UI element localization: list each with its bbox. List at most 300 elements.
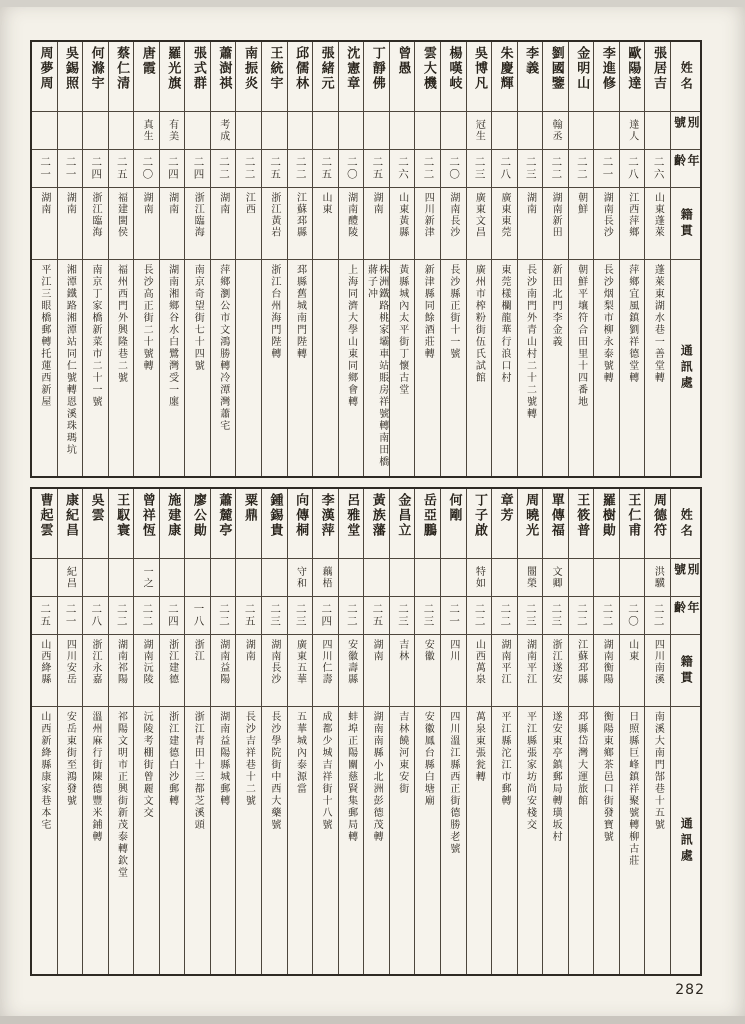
person-column xyxy=(82,489,108,974)
person-name-text: 蔡仁清 xyxy=(114,46,130,91)
person-origin xyxy=(390,188,415,260)
person-address xyxy=(390,707,415,974)
person-age xyxy=(109,150,134,188)
person-age-text: 二二 xyxy=(218,603,231,628)
person-name xyxy=(492,489,517,559)
person-name-text: 蕭麓亭 xyxy=(216,493,232,538)
person-name xyxy=(415,489,440,559)
person-column xyxy=(619,42,645,476)
person-name-text: 李漢萍 xyxy=(318,493,334,538)
person-origin xyxy=(160,188,185,260)
person-alias xyxy=(83,112,108,150)
person-alias-text: 一之 xyxy=(141,566,153,589)
person-age xyxy=(645,597,670,635)
person-age-text: 二二 xyxy=(115,603,128,628)
person-origin xyxy=(467,188,492,260)
person-alias xyxy=(185,559,210,597)
person-origin-text: 四川 xyxy=(447,639,459,662)
person-name xyxy=(288,42,313,112)
person-address xyxy=(262,260,287,476)
person-column xyxy=(312,489,338,974)
person-age-text: 二五 xyxy=(115,156,128,181)
person-origin xyxy=(543,188,568,260)
person-address xyxy=(569,707,594,974)
person-alias xyxy=(211,559,236,597)
person-age xyxy=(236,597,261,635)
person-name xyxy=(415,42,440,112)
person-age-text: 二五 xyxy=(39,603,52,628)
person-origin-text: 湖南沅陵 xyxy=(141,639,153,685)
person-alias xyxy=(109,112,134,150)
person-column xyxy=(32,489,57,974)
person-address xyxy=(185,707,210,974)
person-origin-text: 湖南 xyxy=(166,192,178,215)
person-name-text: 王馭寰 xyxy=(114,493,130,538)
person-address-text: 上海同濟大學山東同鄉會轉 xyxy=(345,264,357,408)
person-age-text: 二一 xyxy=(64,156,77,181)
person-origin xyxy=(313,188,338,260)
person-address xyxy=(32,260,57,476)
person-address-text: 浙江建德白沙郵轉 xyxy=(166,711,178,807)
person-column xyxy=(542,489,568,974)
column-header xyxy=(671,188,700,260)
header-column xyxy=(670,489,700,974)
person-age-text: 二〇 xyxy=(345,156,358,181)
person-origin-text: 四川仁壽 xyxy=(320,639,331,685)
person-alias-text: 守和 xyxy=(294,566,306,589)
person-age-text: 二二 xyxy=(294,156,307,181)
person-age-text: 二二 xyxy=(422,156,435,181)
person-origin-text: 廣東五華 xyxy=(294,639,306,685)
person-origin xyxy=(415,635,440,707)
person-address xyxy=(211,707,236,974)
column-header-text: 別號 xyxy=(672,563,700,579)
person-alias xyxy=(645,112,670,150)
person-origin xyxy=(518,635,543,707)
person-origin-text: 湖南長沙 xyxy=(268,639,280,685)
person-address xyxy=(390,260,415,476)
person-origin xyxy=(32,635,57,707)
person-alias xyxy=(236,559,261,597)
person-origin-text: 山西萬泉 xyxy=(473,639,485,685)
person-name-text: 何滌宇 xyxy=(88,46,104,91)
person-alias xyxy=(594,112,619,150)
person-address xyxy=(518,260,543,476)
person-origin xyxy=(518,188,543,260)
header-column xyxy=(670,42,700,476)
column-header xyxy=(671,489,700,559)
person-column xyxy=(338,489,364,974)
person-column xyxy=(108,42,134,476)
person-origin xyxy=(569,188,594,260)
person-address xyxy=(262,707,287,974)
person-address xyxy=(364,260,389,476)
person-origin-text: 福建閩侯 xyxy=(115,192,127,238)
person-address-text: 新津縣同餘酒莊轉 xyxy=(422,264,434,360)
person-address xyxy=(339,260,364,476)
person-origin-text: 山東 xyxy=(626,639,638,662)
person-age-text: 二六 xyxy=(396,156,409,181)
person-name-text: 施建康 xyxy=(165,493,181,538)
person-address-text: 南溪大南門郜巷十五號 xyxy=(652,711,664,831)
person-name xyxy=(620,489,645,559)
person-name-text: 羅樹勛 xyxy=(599,493,615,538)
person-origin-text: 山東黃縣 xyxy=(396,192,408,238)
person-address xyxy=(313,707,338,974)
person-age xyxy=(134,597,159,635)
person-name-text: 單傳福 xyxy=(548,493,564,538)
column-header-text: 年齡 xyxy=(672,154,700,170)
person-address xyxy=(569,260,594,476)
person-address xyxy=(211,260,236,476)
person-alias xyxy=(313,112,338,150)
person-age xyxy=(492,150,517,188)
person-age xyxy=(58,150,83,188)
person-name-text: 章芳 xyxy=(497,493,513,523)
person-address-text: 四川溫江縣西正街德勝老號 xyxy=(447,711,459,855)
person-origin xyxy=(236,188,261,260)
person-name-text: 金明山 xyxy=(574,46,590,91)
person-age xyxy=(58,597,83,635)
person-alias xyxy=(620,559,645,597)
person-address xyxy=(339,707,364,974)
person-address xyxy=(236,260,261,476)
person-origin-text: 山西絳縣 xyxy=(38,639,50,685)
person-name xyxy=(83,489,108,559)
person-age-text: 二三 xyxy=(422,603,435,628)
person-alias-text: 冠生 xyxy=(473,119,485,142)
person-name xyxy=(262,42,287,112)
person-column xyxy=(184,489,210,974)
person-address xyxy=(620,260,645,476)
person-name-text: 向傳桐 xyxy=(293,493,309,538)
scan-edge-top xyxy=(0,0,745,7)
person-name-text: 李進修 xyxy=(599,46,615,91)
person-name xyxy=(492,42,517,112)
person-origin xyxy=(185,188,210,260)
person-origin-text: 浙江 xyxy=(192,639,204,662)
person-origin xyxy=(236,635,261,707)
person-origin-text: 浙江遂安 xyxy=(550,639,562,685)
person-address-text: 新田北門李金義 xyxy=(550,264,562,348)
person-age-text: 二三 xyxy=(269,603,282,628)
person-age-text: 二四 xyxy=(192,156,205,181)
person-age xyxy=(518,150,543,188)
person-alias-text: 紀昌 xyxy=(64,566,76,589)
person-address xyxy=(134,707,159,974)
person-name xyxy=(32,489,57,559)
person-alias xyxy=(288,559,313,597)
person-origin-text: 四川新津 xyxy=(422,192,434,238)
person-address xyxy=(441,260,466,476)
person-name-text: 曹起雲 xyxy=(37,493,53,538)
person-alias xyxy=(415,559,440,597)
person-origin-text: 安徽 xyxy=(422,639,434,662)
person-name-text: 何剛 xyxy=(446,493,462,523)
person-address-text: 祁陽文明市正興街新茂泰轉欽堂 xyxy=(115,711,127,879)
person-column xyxy=(517,42,543,476)
person-age-text: 二二 xyxy=(575,156,588,181)
person-address-text: 東莞樣欄龍華行浪口村 xyxy=(498,264,510,384)
person-age-text: 二五 xyxy=(269,156,282,181)
person-column xyxy=(593,489,619,974)
person-age xyxy=(32,150,57,188)
person-age xyxy=(262,597,287,635)
person-address-text: 湖南益陽縣城郵轉 xyxy=(217,711,229,807)
person-address xyxy=(58,260,83,476)
person-name-text: 雲大機 xyxy=(420,46,436,91)
person-age xyxy=(620,597,645,635)
person-origin xyxy=(58,635,83,707)
person-address-text: 平江三眼橋郵轉托蓮西新屋 xyxy=(38,264,50,408)
person-alias xyxy=(236,112,261,150)
person-address xyxy=(543,260,568,476)
person-name-text: 王仁甫 xyxy=(625,493,641,538)
column-header-text: 通訊處 xyxy=(679,344,694,392)
person-address-text: 廣州市榨粉街伍氏試館 xyxy=(473,264,485,384)
person-address-text: 長沙縣正街十一號 xyxy=(447,264,459,360)
person-origin-text: 湖南衡陽 xyxy=(601,639,613,685)
person-alias-text: 藕梧 xyxy=(320,566,331,589)
person-name xyxy=(185,42,210,112)
person-age xyxy=(364,150,389,188)
person-age xyxy=(467,597,492,635)
person-age xyxy=(262,150,287,188)
person-name xyxy=(32,42,57,112)
person-alias xyxy=(364,559,389,597)
person-name xyxy=(160,42,185,112)
person-name-text: 李義 xyxy=(523,46,539,76)
person-age-text: 二五 xyxy=(371,603,384,628)
person-origin xyxy=(364,635,389,707)
person-age xyxy=(390,597,415,635)
person-origin-text: 湖南平江 xyxy=(498,639,510,685)
person-address-text: 株洲鐵路桃家壩車站賬房祥號轉南田橋蔣子冲 xyxy=(365,264,388,468)
person-column xyxy=(389,489,415,974)
person-name xyxy=(313,42,338,112)
person-column xyxy=(287,42,313,476)
column-header xyxy=(671,559,700,597)
person-address-text: 長沙吉祥巷十二號 xyxy=(243,711,255,807)
scan-edge-bottom xyxy=(0,1016,745,1024)
person-column xyxy=(440,489,466,974)
person-name xyxy=(645,42,670,112)
person-name-text: 呂雅堂 xyxy=(344,493,360,538)
person-name-text: 張緒元 xyxy=(318,46,334,91)
column-header xyxy=(671,150,700,188)
person-column xyxy=(57,489,83,974)
person-address-text: 長沙南門外青山村二十二號轉 xyxy=(524,264,536,420)
person-alias xyxy=(339,112,364,150)
person-name-text: 康紀昌 xyxy=(63,493,79,538)
person-origin xyxy=(467,635,492,707)
person-column xyxy=(82,42,108,476)
person-column xyxy=(568,489,594,974)
person-age-text: 二三 xyxy=(473,156,486,181)
column-header xyxy=(671,260,700,476)
person-address-text: 邳縣岱灣大運旅館 xyxy=(575,711,587,807)
person-age xyxy=(109,597,134,635)
person-origin-text: 湖南平江 xyxy=(524,639,536,685)
person-alias xyxy=(83,559,108,597)
person-alias xyxy=(467,559,492,597)
person-address-text: 蚌埠正陽關慈賢集郵局轉 xyxy=(345,711,357,843)
person-origin-text: 吉林 xyxy=(396,639,408,662)
person-origin xyxy=(594,635,619,707)
person-age xyxy=(492,597,517,635)
person-address xyxy=(594,707,619,974)
person-name xyxy=(594,489,619,559)
person-name xyxy=(109,42,134,112)
person-alias xyxy=(58,559,83,597)
person-alias xyxy=(160,112,185,150)
person-address xyxy=(492,260,517,476)
person-alias xyxy=(339,559,364,597)
person-age-text: 二五 xyxy=(371,156,384,181)
person-origin xyxy=(288,635,313,707)
person-name-text: 蕭澍祺 xyxy=(216,46,232,91)
person-age-text: 二二 xyxy=(345,603,358,628)
person-origin-text: 浙江永嘉 xyxy=(89,639,101,685)
person-column xyxy=(466,42,492,476)
person-name-text: 羅光旗 xyxy=(165,46,181,91)
person-name-text: 丁子啟 xyxy=(472,493,488,538)
person-origin xyxy=(58,188,83,260)
person-origin xyxy=(415,188,440,260)
person-address-text: 湖南湘鄉谷水白鷺灣受一廛 xyxy=(166,264,178,408)
directory-table-bottom xyxy=(30,487,702,976)
person-age-text: 二二 xyxy=(652,603,665,628)
person-age-text: 二四 xyxy=(166,156,179,181)
person-name xyxy=(339,42,364,112)
person-name-text: 楊嘆岐 xyxy=(446,46,462,91)
person-address-text: 浙江台州海門陛轉 xyxy=(268,264,280,360)
person-address-text: 黃縣城內太平街丁懷古堂 xyxy=(396,264,408,396)
person-alias-text: 闓榮 xyxy=(524,566,536,589)
person-alias-text: 洪驥 xyxy=(652,566,664,589)
person-origin xyxy=(109,188,134,260)
person-name xyxy=(109,489,134,559)
person-name xyxy=(569,489,594,559)
person-address xyxy=(492,707,517,974)
person-age xyxy=(185,150,210,188)
person-origin xyxy=(262,635,287,707)
person-origin-text: 湖南益陽 xyxy=(217,639,229,685)
person-name xyxy=(518,489,543,559)
person-name-text: 吳雲 xyxy=(88,493,104,523)
person-name xyxy=(288,489,313,559)
person-origin-text: 湖南 xyxy=(371,639,383,662)
person-age xyxy=(185,597,210,635)
person-alias xyxy=(518,112,543,150)
person-name xyxy=(211,42,236,112)
person-address xyxy=(288,260,313,476)
person-age-text: 二三 xyxy=(396,603,409,628)
column-header-text: 籍貫 xyxy=(679,207,694,240)
person-column xyxy=(32,42,57,476)
person-origin-text: 湖南 xyxy=(243,639,255,662)
column-header-text: 籍貫 xyxy=(679,654,694,687)
person-origin xyxy=(492,635,517,707)
person-age-text: 二二 xyxy=(550,156,563,181)
person-name-text: 金昌立 xyxy=(395,493,411,538)
person-alias xyxy=(492,112,517,150)
person-origin xyxy=(134,635,159,707)
person-address-text: 沅陵考棚街曾麗文交 xyxy=(141,711,153,819)
person-address-text: 長沙烟梨市柳永泰號轉 xyxy=(601,264,613,384)
person-name xyxy=(339,489,364,559)
person-age xyxy=(83,150,108,188)
person-alias-text: 文卿 xyxy=(550,566,562,589)
person-name xyxy=(543,42,568,112)
person-origin-text: 山東 xyxy=(320,192,331,215)
person-age xyxy=(441,150,466,188)
person-name-text: 丁靜佛 xyxy=(369,46,385,91)
person-name-text: 劉國鑒 xyxy=(548,46,564,91)
person-name-text: 唐霞 xyxy=(139,46,155,76)
person-age xyxy=(160,150,185,188)
person-address-text: 湘潭鐵路湘潭站同仁號轉恩溪珠瑪坑 xyxy=(64,264,76,456)
person-origin-text: 湖南 xyxy=(38,192,50,215)
person-column xyxy=(210,42,236,476)
column-header-text: 別號 xyxy=(672,116,700,132)
person-origin-text: 廣東文昌 xyxy=(473,192,485,238)
person-column xyxy=(235,42,261,476)
person-address xyxy=(288,707,313,974)
person-name-text: 張居吉 xyxy=(650,46,666,91)
person-age-text: 二〇 xyxy=(627,603,640,628)
person-name-text: 朱慶輝 xyxy=(497,46,513,91)
person-age xyxy=(313,597,338,635)
person-address xyxy=(518,707,543,974)
person-origin-text: 湖南 xyxy=(217,192,229,215)
person-origin xyxy=(364,188,389,260)
person-origin-text: 山東蓬萊 xyxy=(652,192,664,238)
person-column xyxy=(542,42,568,476)
person-origin xyxy=(288,188,313,260)
person-column xyxy=(593,42,619,476)
person-origin xyxy=(211,635,236,707)
person-origin-text: 四川安岳 xyxy=(64,639,76,685)
person-name xyxy=(211,489,236,559)
person-address xyxy=(620,707,645,974)
person-origin-text: 江蘇邳縣 xyxy=(294,192,306,238)
person-alias-text: 特如 xyxy=(473,566,485,589)
person-column xyxy=(133,489,159,974)
person-name-text: 吳錫照 xyxy=(63,46,79,91)
person-origin-text: 朝鮮 xyxy=(575,192,587,215)
person-address-text: 山西新絳縣康家巷本宅 xyxy=(38,711,50,831)
person-name xyxy=(467,489,492,559)
person-address-text: 朝鮮平壤符合田里十四番地 xyxy=(575,264,587,408)
person-alias xyxy=(569,559,594,597)
person-age-text: 二四 xyxy=(90,156,103,181)
person-age xyxy=(211,597,236,635)
person-age xyxy=(83,597,108,635)
person-age-text: 二一 xyxy=(448,603,461,628)
person-name xyxy=(236,42,261,112)
person-alias-text: 有美 xyxy=(166,119,178,142)
person-alias xyxy=(594,559,619,597)
person-name xyxy=(441,42,466,112)
person-address xyxy=(160,707,185,974)
person-column xyxy=(57,42,83,476)
person-origin xyxy=(492,188,517,260)
person-name-text: 廖公勛 xyxy=(190,493,206,538)
person-alias xyxy=(543,112,568,150)
person-age-text: 二二 xyxy=(575,603,588,628)
person-address xyxy=(109,707,134,974)
